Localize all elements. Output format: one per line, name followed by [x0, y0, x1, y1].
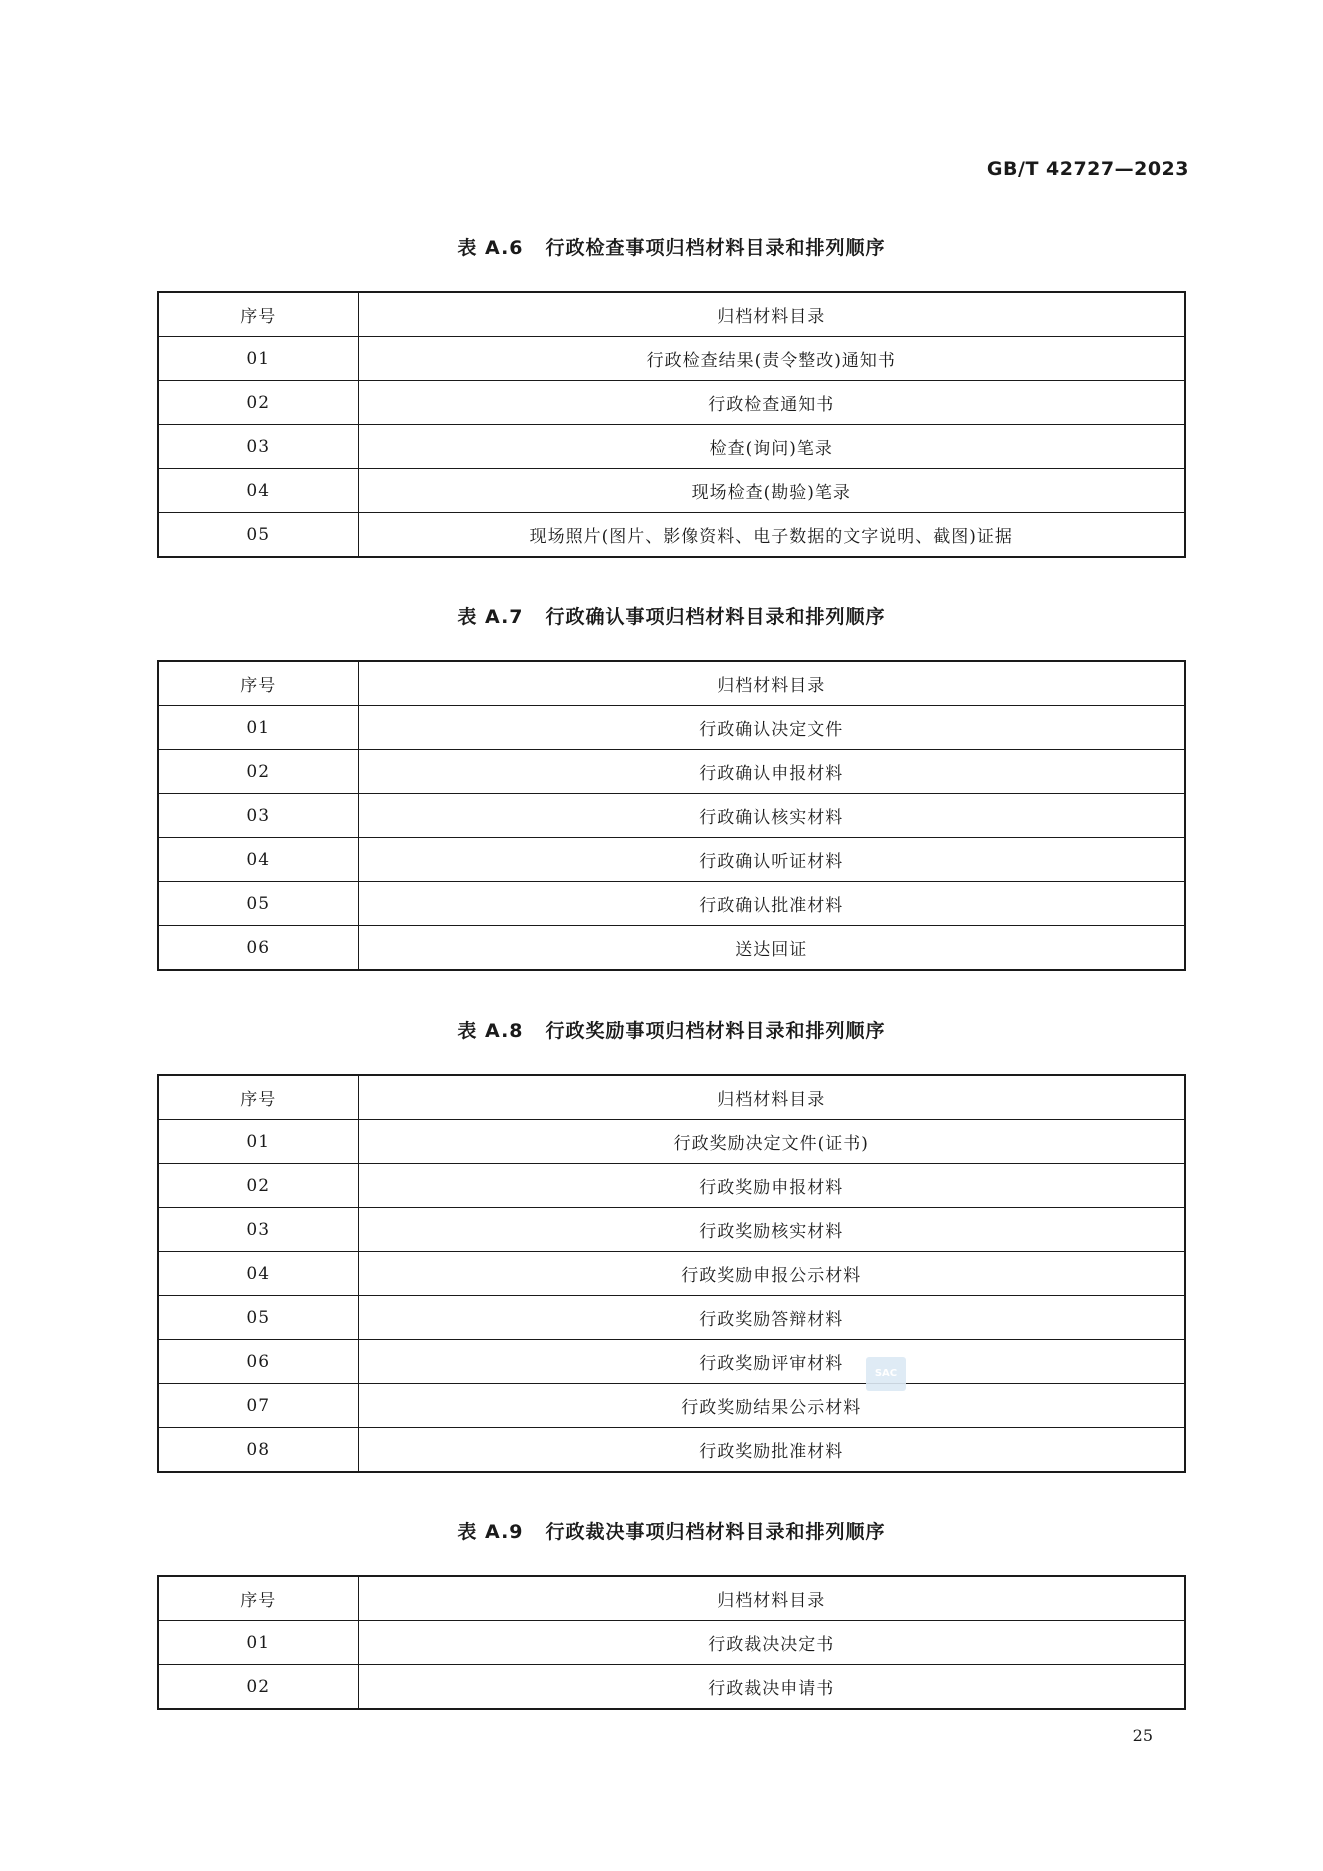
- table-row: [158, 1384, 1185, 1428]
- row-no: 03: [158, 794, 358, 838]
- table-caption: [157, 600, 1186, 634]
- table-row: [158, 1428, 1185, 1473]
- table-caption: [157, 1515, 1186, 1549]
- row-item: 现场照片(图片、影像资料、电子数据的文字说明、截图)证据: [358, 513, 1185, 558]
- row-item: 检查(询问)笔录: [358, 425, 1185, 469]
- table-row: [158, 1340, 1185, 1384]
- row-no: 06: [158, 926, 358, 971]
- row-no: 01: [158, 1120, 358, 1164]
- table-row: [158, 1208, 1185, 1252]
- table-row: [158, 381, 1185, 425]
- row-item: 行政奖励核实材料: [358, 1208, 1185, 1252]
- table-label: 表 A.6: [457, 237, 524, 259]
- table-caption: [157, 1014, 1186, 1048]
- row-item: 行政检查通知书: [358, 381, 1185, 425]
- table-row: [158, 1120, 1185, 1164]
- table-header-row: [158, 1075, 1185, 1120]
- row-no: 07: [158, 1384, 358, 1428]
- table-a9: [157, 1575, 1186, 1710]
- table-row: [158, 1252, 1185, 1296]
- row-item: 现场检查(勘验)笔录: [358, 469, 1185, 513]
- row-item: 行政确认决定文件: [358, 706, 1185, 750]
- table-row: [158, 838, 1185, 882]
- row-item: 行政确认批准材料: [358, 882, 1185, 926]
- row-item: 行政奖励评审材料: [358, 1340, 1185, 1384]
- sac-watermark-logo: SAC: [866, 1357, 906, 1391]
- table-label: 表 A.8: [457, 1020, 524, 1042]
- table-row: [158, 882, 1185, 926]
- row-item: 送达回证: [358, 926, 1185, 971]
- table-header-row: [158, 661, 1185, 706]
- row-item: 行政奖励答辩材料: [358, 1296, 1185, 1340]
- table-a7: [157, 660, 1186, 971]
- table-row: [158, 750, 1185, 794]
- row-no: 02: [158, 1665, 358, 1710]
- table-row: [158, 469, 1185, 513]
- table-label: 表 A.9: [457, 1521, 524, 1543]
- header-cell-item: 归档材料目录: [358, 1576, 1185, 1621]
- row-no: 02: [158, 1164, 358, 1208]
- table-title: 行政裁决事项归档材料目录和排列顺序: [545, 1521, 886, 1543]
- header-cell-no: 序号: [158, 292, 358, 337]
- table-caption: [157, 231, 1186, 265]
- table-a8: [157, 1074, 1186, 1473]
- table-row: [158, 706, 1185, 750]
- table-row: [158, 513, 1185, 558]
- row-no: 04: [158, 1252, 358, 1296]
- page-number: 25: [1132, 1726, 1153, 1745]
- table-row: [158, 337, 1185, 381]
- row-no: 05: [158, 513, 358, 558]
- row-no: 01: [158, 1621, 358, 1665]
- header-cell-item: 归档材料目录: [358, 292, 1185, 337]
- row-item: 行政奖励决定文件(证书): [358, 1120, 1185, 1164]
- row-no: 04: [158, 838, 358, 882]
- header-cell-no: 序号: [158, 661, 358, 706]
- table-a6: [157, 291, 1186, 558]
- row-item: 行政奖励申报材料: [358, 1164, 1185, 1208]
- row-no: 03: [158, 425, 358, 469]
- row-item: 行政确认听证材料: [358, 838, 1185, 882]
- table-block-a6: [157, 231, 1186, 558]
- row-no: 05: [158, 1296, 358, 1340]
- row-no: 01: [158, 337, 358, 381]
- table-row: [158, 1621, 1185, 1665]
- table-title: 行政奖励事项归档材料目录和排列顺序: [545, 1020, 886, 1042]
- header-cell-item: 归档材料目录: [358, 661, 1185, 706]
- table-label: 表 A.7: [457, 606, 524, 628]
- row-item: 行政裁决决定书: [358, 1621, 1185, 1665]
- table-row: [158, 1164, 1185, 1208]
- row-no: 08: [158, 1428, 358, 1473]
- table-block-a7: [157, 600, 1186, 971]
- table-row: [158, 1296, 1185, 1340]
- table-row: [158, 926, 1185, 971]
- table-title: 行政确认事项归档材料目录和排列顺序: [545, 606, 886, 628]
- row-no: 04: [158, 469, 358, 513]
- header-cell-no: 序号: [158, 1075, 358, 1120]
- table-row: [158, 425, 1185, 469]
- row-item: 行政检查结果(责令整改)通知书: [358, 337, 1185, 381]
- table-row: [158, 1665, 1185, 1710]
- row-item: 行政奖励批准材料: [358, 1428, 1185, 1473]
- header-cell-item: 归档材料目录: [358, 1075, 1185, 1120]
- row-item: 行政裁决申请书: [358, 1665, 1185, 1710]
- row-no: 02: [158, 750, 358, 794]
- row-item: 行政确认申报材料: [358, 750, 1185, 794]
- table-header-row: [158, 1576, 1185, 1621]
- row-item: 行政奖励申报公示材料: [358, 1252, 1185, 1296]
- table-header-row: [158, 292, 1185, 337]
- table-block-a8: [157, 1014, 1186, 1473]
- row-no: 01: [158, 706, 358, 750]
- row-no: 05: [158, 882, 358, 926]
- row-no: 03: [158, 1208, 358, 1252]
- table-block-a9: [157, 1515, 1186, 1710]
- row-no: 06: [158, 1340, 358, 1384]
- table-row: [158, 794, 1185, 838]
- row-item: 行政确认核实材料: [358, 794, 1185, 838]
- row-no: 02: [158, 381, 358, 425]
- header-cell-no: 序号: [158, 1576, 358, 1621]
- table-title: 行政检查事项归档材料目录和排列顺序: [545, 237, 886, 259]
- row-item: 行政奖励结果公示材料: [358, 1384, 1185, 1428]
- standard-number: GB/T 42727—2023: [986, 158, 1189, 180]
